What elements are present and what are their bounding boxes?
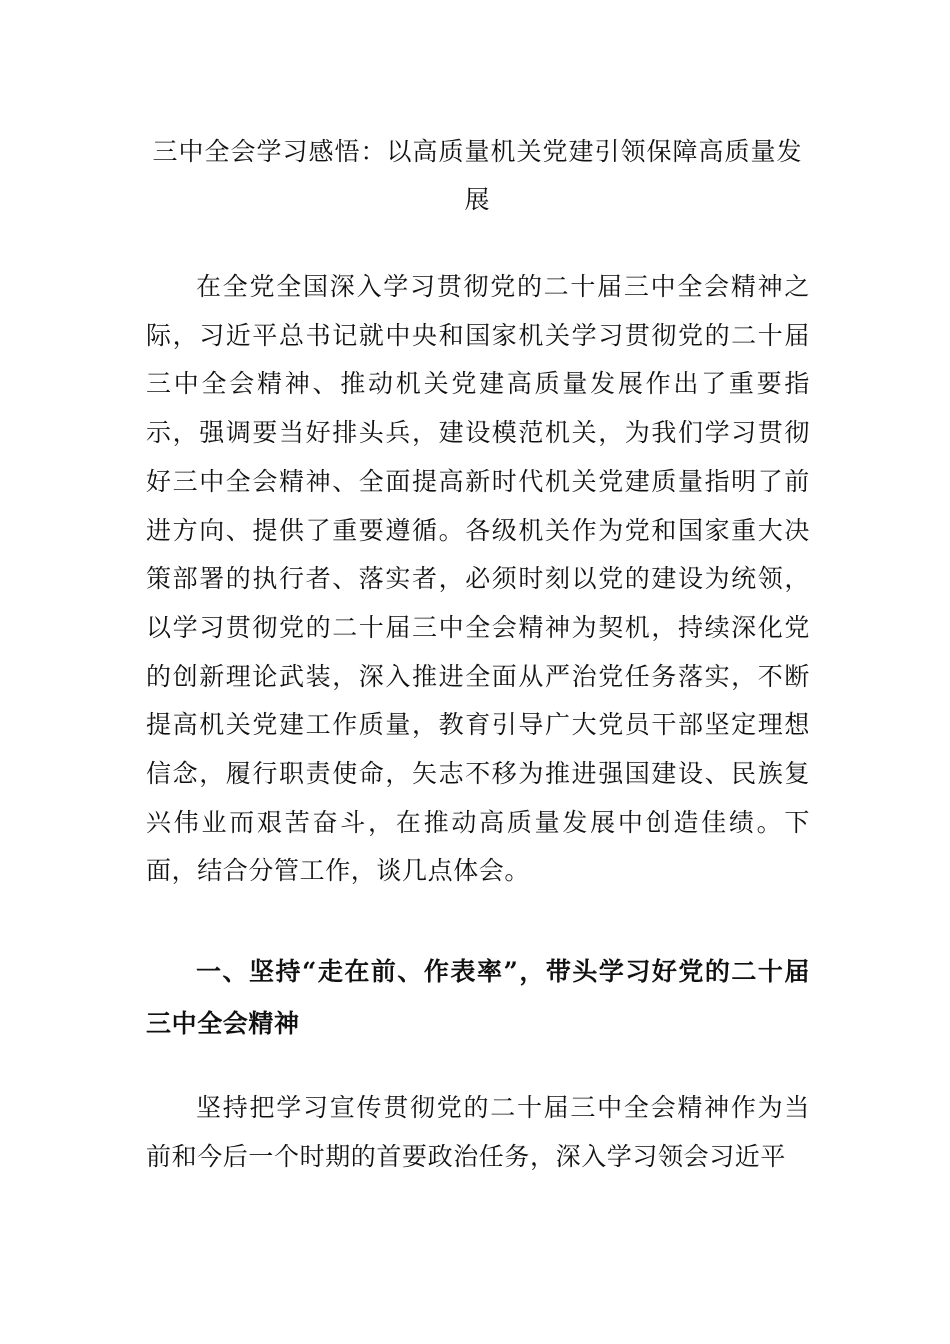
document-title: 三中全会学习感悟：以高质量机关党建引领保障高质量发展 <box>152 137 803 214</box>
intro-paragraph: 在全党全国深入学习贯彻党的二十届三中全会精神之际，习近平总书记就中央和国家机关学习贯彻党的二十届三中全会精神、推动机关党建高质量发展作出了重要指示，强调要当好排头兵，建设模范机关，为我们学习贯彻好三中全会精神、全面提高新时代机关党建质量指明了前进方向、提供了重要遵循。各级机关作为党和国家重大决策部署的执行者、落实者，必须时刻以党的建设为统领，以学习贯彻党的二十届三中全会精神为契机，持续深化党的创新理论武装，深入推进全面从严治党任务落实，不断提高机关党建工作质量，教育引导广大党员干部坚定理想信念，履行职责使命，矢志不移为推进强国建设、民族复兴伟业而艰苦奋斗，在推动高质量发展中创造佳绩。下面，结合分管工作，谈几点体会。 <box>146 272 810 886</box>
section-heading: 一、坚持“走在前、作表率”，带头学习好党的二十届三中全会精神 <box>146 957 810 1038</box>
section-paragraph: 坚持把学习宣传贯彻党的二十届三中全会精神作为当前和今后一个时期的首要政治任务，深入学习领会习近平 <box>146 1093 810 1171</box>
